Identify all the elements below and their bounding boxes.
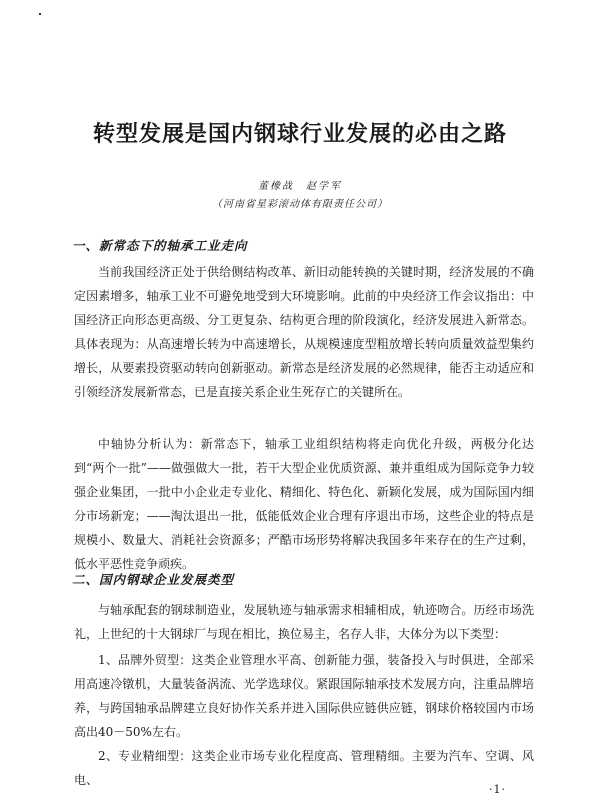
paragraph-5: 2、专业精细型：这类企业市场专业化程度高、管理精细。主要为汽车、空调、风电、	[74, 749, 534, 787]
paragraph-4: 1、品牌外贸型：这类企业管理水平高、创新能力强，装备投入与时俱进，全部采用高速冷镦机，大量装备涡流、光学选球仪。紧跟国际轴承技术发展方向，注重品牌培养，与跨国轴承品牌建立良好协作关系并进入国际供应链供应链，钢球价格较国内市场高出40－50%左右。	[74, 653, 534, 739]
paragraph-2: 中轴协分析认为：新常态下，轴承工业组织结构将走向优化升级，两极分化达到“两个一批”——做强做大一批，若干大型企业优质资源、兼并重组成为国际竞争力较强企业集团，一批中小企业走专业化、精细化、特色化、新颖化发展，成为国际国内细分市场新宠；——淘汰退出一批，低能低效企业合理有序退出市场，这些企业的特点是规模小、数量大、消耗社会资源多；严酷市场形势将解决我国多年来存在的生产过剩，低水平恶性竞争顽疾。	[74, 437, 534, 571]
paragraph-3: 与轴承配套的钢球制造业，发展轨迹与轴承需求相辅相成，轨迹吻合。历经市场洗礼，上世纪的十大钢球厂与现在相比，换位易主，名存人非，大体分为以下类型：	[74, 603, 534, 641]
scan-speck	[39, 13, 41, 15]
paragraph-1: 当前我国经济正处于供给侧结构改革、新旧动能转换的关键时期，经济发展的不确定因素增多，轴承工业不可避免地受到大环境影响。此前的中央经济工作会议指出：中国经济正向形态更高级、分工更复杂、结构更合理的阶段演化，经济发展进入新常态。具体表现为：从高速增长转为中高速增长，从规模速度型粗放增长转向质量效益型集约增长，从要素投资驱动转向创新驱动。新常态是经济发展的必然规律，能否主动适应和引领经济发展新常态，已是直接关系企业生死存亡的关键所在。	[74, 265, 534, 399]
affiliation-line: （河南省星彩滚动体有限责任公司）	[212, 199, 388, 210]
authors-line: 董橡战 赵学军	[258, 181, 342, 192]
page-number: ·1·	[489, 783, 506, 796]
page-title: 转型发展是国内钢球行业发展的必由之路	[92, 122, 507, 147]
section-heading-1: 一、新常态下的轴承工业走向	[72, 238, 248, 253]
section-heading-2: 二、国内钢球企业发展类型	[72, 572, 235, 587]
